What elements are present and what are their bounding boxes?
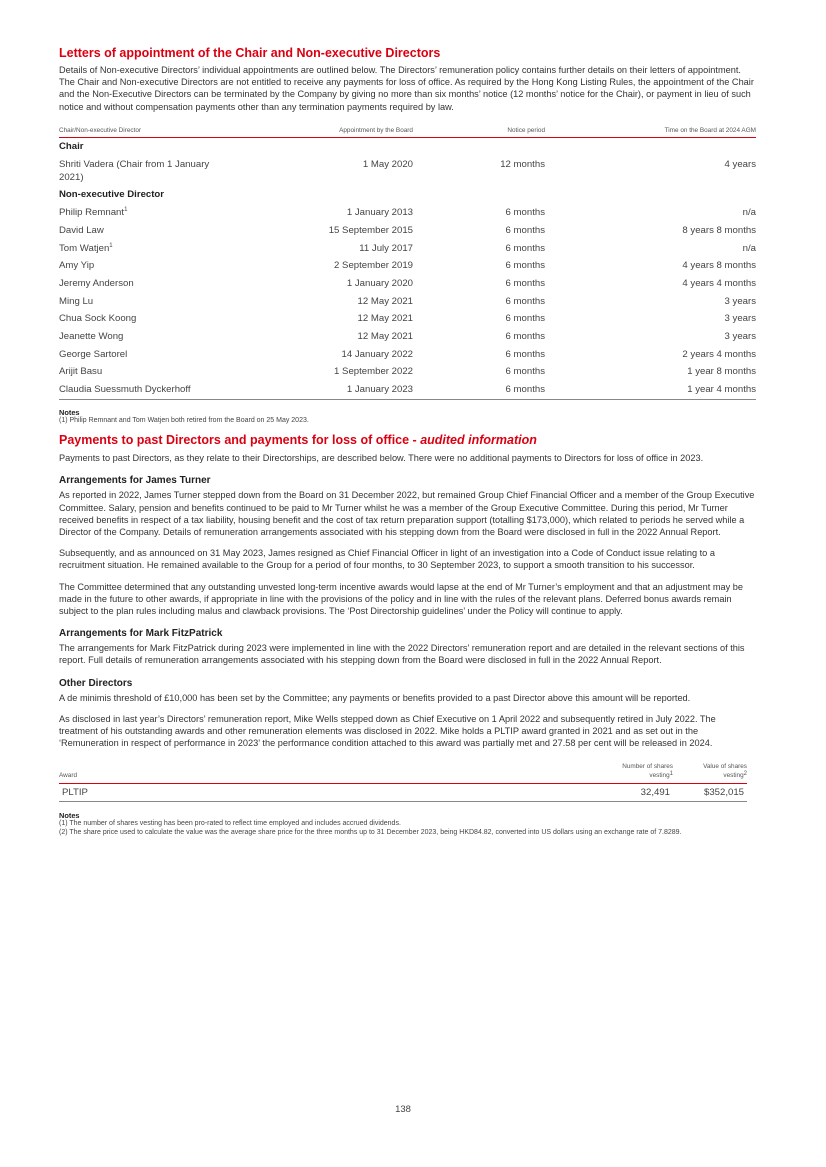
director-name [59, 204, 314, 222]
director-name [59, 293, 314, 311]
director-name-text: David Law [59, 224, 104, 236]
pltip-header-value-line1: Value of shares [703, 763, 747, 771]
director-row [59, 275, 756, 293]
director-name-text: Jeremy Anderson [59, 277, 134, 289]
director-name-text: George Sartorel [59, 348, 128, 360]
page-content [59, 45, 755, 837]
time-on-board: 2 years 4 months [682, 348, 756, 360]
time-on-board: 4 years 8 months [682, 260, 756, 272]
pltip-shares: 32,491 [593, 784, 673, 802]
director-row [59, 222, 756, 240]
pltip-notes-title: Notes [59, 811, 80, 821]
turner-paragraph-1: As reported in 2022, James Turner stepped down from the Board on 31 December 2022, but remained Group Chief Financial Officer and a member of the Group Executive Committee. Salary, pension and benefits continued to be paid to Mr Turner whilst he was a member of the Group Executive Committee. During this period, Mr Turner received benefits in respect of a tax liability, housing benefit and the cost of tax return preparation support (totalling $173,000), which related to periods he served while a Director of the Company. Details of remuneration arrangements associated with his stepping down from the Board were disclosed in full in the 2022 Annual Report. [59, 490, 755, 538]
director-row [59, 156, 756, 187]
director-name [59, 222, 314, 240]
director-name-text: Amy Yip [59, 260, 95, 272]
notice-period: 6 months [413, 381, 545, 399]
payments-heading-italic: audited information [420, 433, 537, 448]
notice-period: 6 months [505, 260, 545, 272]
pltip-header-shares-line1: Number of shares [622, 763, 673, 771]
appointment-date: 12 May 2021 [357, 295, 413, 307]
pltip-value: $352,015 [673, 784, 747, 802]
notice-period: 6 months [505, 242, 545, 254]
payments-heading-main: Payments to past Directors and payments for loss of office - [59, 433, 421, 448]
director-name [59, 363, 314, 381]
pltip-award: PLTIP [59, 784, 593, 802]
pltip-header-row [59, 763, 747, 784]
appointments-note-1: (1) Philip Remnant and Tom Watjen both retired from the Board on 25 May 2023. [59, 416, 309, 424]
appointment-date: 15 September 2015 [328, 224, 413, 236]
appointments-notes-title: Notes [59, 407, 80, 417]
notice-period: 6 months [505, 313, 545, 325]
turner-paragraph-2: Subsequently, and as announced on 31 May 2023, James resigned as Chief Financial Officer in light of an investigation into a Code of Conduct issue relating to a recruitment situation. He remained available to the Group for a period of four months, to 30 September 2023, to support a smooth transition to his successor. [59, 548, 715, 571]
col-header-director: Chair/Non-executive Director [59, 125, 314, 138]
director-row [59, 204, 756, 222]
group-row-ned [59, 186, 756, 204]
pltip-header-award-label: Award [59, 771, 77, 779]
pltip-header-value-line2: vesting [723, 771, 744, 779]
other-directors-paragraph-1: A de minimis threshold of £10,000 has been set by the Committee; any payments or benefits provided to a past Director above this amount will be reported. [59, 692, 691, 703]
director-name-text: Claudia Suessmuth Dyckerhoff [59, 384, 191, 396]
time-on-board: n/a [742, 207, 756, 219]
pltip-header-award [59, 763, 593, 784]
other-directors-paragraph-2: As disclosed in last year’s Directors’ remuneration report, Mike Wells stepped down as Chief Executive on 1 April 2022 and subsequently retired in July 2022. The treatment of his outstanding awards and other remuneration elements was disclosed in 2022. Mike holds a PLTIP award granted in 2021 and as set out in the ‘Remuneration in respect of performance in 2023’ the performance condition attached to this award was partially met and 27.58 per cent will be released in 2024. [59, 713, 716, 749]
notice-period: 6 months [505, 207, 545, 219]
group-label-chair: Chair [59, 140, 84, 152]
fitzpatrick-heading: Arrangements for Mark FitzPatrick [59, 628, 223, 640]
pltip-header-value-footnote: 2 [743, 770, 747, 777]
other-directors-heading: Other Directors [59, 677, 133, 689]
director-row [59, 346, 756, 364]
fitzpatrick-paragraph: The arrangements for Mark FitzPatrick during 2023 were implemented in line with the 2022 Directors’ remuneration report and are detailed in the relevant sections of this report. Full details of remuneration arrangements associated with his stepping down from the Board were disclosed in full in the 2022 Annual Report. [59, 643, 745, 666]
director-name [59, 381, 314, 399]
notice-period: 6 months [505, 277, 545, 289]
time-on-board: n/a [742, 242, 756, 254]
director-name [59, 257, 314, 275]
director-row [59, 328, 756, 346]
col-header-notice: Notice period [413, 125, 545, 138]
pltip-note-2: (2) The share price used to calculate the value was the average share price for the three months up to 31 December 2023, being HKD84.82, converted into US dollars using an exchange rate of 7.8289. [59, 828, 682, 836]
director-name-text: Chua Sock Koong [59, 313, 137, 325]
col-header-appointment: Appointment by the Board [314, 125, 413, 138]
appointment-date: 1 January 2023 [314, 381, 413, 399]
time-on-board: 8 years 8 months [682, 224, 756, 236]
director-name-text: Jeanette Wong [59, 330, 124, 342]
director-row [59, 381, 756, 399]
payments-intro: Payments to past Directors, as they relate to their Directorships, are described below. There were no additional payments to Directors for loss of office in 2023. [59, 453, 704, 464]
time-on-board: 4 years 4 months [682, 277, 756, 289]
director-name-text: Ming Lu [59, 295, 94, 307]
director-name-text: Tom Watjen [59, 242, 110, 254]
pltip-header-value [673, 763, 747, 784]
notice-period: 6 months [505, 366, 545, 378]
time-on-board: 4 years [724, 158, 756, 170]
time-on-board: 3 years [724, 330, 756, 342]
pltip-row [59, 784, 747, 802]
pltip-header-shares-line2: vesting [649, 771, 670, 779]
notice-period: 6 months [505, 348, 545, 360]
appointments-table [59, 125, 756, 400]
page-number: 138 [395, 1104, 411, 1115]
director-name [59, 346, 314, 364]
appointment-date: 1 January 2013 [346, 207, 413, 219]
footnote-marker: 1 [124, 207, 128, 214]
director-row [59, 257, 756, 275]
col-header-time: Time on the Board at 2024 AGM [545, 125, 756, 138]
footnote-marker: 1 [109, 242, 113, 249]
notice-period: 6 months [505, 295, 545, 307]
director-name [59, 310, 314, 328]
appointment-date: 1 September 2022 [334, 366, 413, 378]
director-name-text: Arijit Basu [59, 366, 103, 378]
payments-heading [59, 432, 755, 448]
group-label-ned: Non-executive Director [59, 189, 165, 201]
appointments-heading: Letters of appointment of the Chair and Non-executive Directors [59, 46, 441, 60]
pltip-header-shares [593, 763, 673, 784]
time-on-board: 3 years [724, 313, 756, 325]
appointment-date: 1 January 2020 [346, 277, 413, 289]
director-name [59, 240, 314, 258]
notice-period: 6 months [505, 224, 545, 236]
notice-period: 12 months [500, 158, 545, 170]
pltip-note-1: (1) The number of shares vesting has been pro-rated to reflect time employed and includes accrued dividends. [59, 820, 401, 828]
time-on-board: 1 year 4 months [545, 381, 756, 399]
director-name-text: Philip Remnant [59, 207, 125, 219]
appointment-date: 2 September 2019 [334, 260, 413, 272]
director-name [59, 328, 314, 346]
director-name-text: Shriti Vadera (Chair from 1 January 2021) [59, 158, 210, 183]
appointment-date: 1 May 2020 [362, 158, 413, 170]
appointment-date: 12 May 2021 [357, 330, 413, 342]
director-name [59, 275, 314, 293]
turner-heading: Arrangements for James Turner [59, 475, 211, 487]
appointment-date: 14 January 2022 [341, 348, 413, 360]
director-name [59, 156, 314, 187]
appointment-date: 11 July 2017 [359, 242, 413, 254]
pltip-header-shares-footnote: 1 [669, 770, 673, 777]
appointment-date: 12 May 2021 [357, 313, 413, 325]
time-on-board: 1 year 8 months [687, 366, 756, 378]
director-row [59, 240, 756, 258]
appointments-header-row [59, 125, 756, 138]
director-row [59, 363, 756, 381]
group-row-chair [59, 137, 756, 155]
director-row [59, 293, 756, 311]
notice-period: 6 months [505, 330, 545, 342]
director-row [59, 310, 756, 328]
time-on-board: 3 years [724, 295, 756, 307]
appointments-intro: Details of Non-executive Directors’ individual appointments are outlined below. The Directors’ remuneration policy contains further details on their letters of appointment. The Chair and Non-executive Directors are not entitled to receive any payments for loss of office. As required by the Hong Kong Listing Rules, the appointment of the Chair and the Non-Executive Directors can be terminated by the Company by giving no more than six months’ notice (12 months’ notice for the Chair), or payment in lieu of such notice and without compensation payments other than any termination payments required by law. [59, 65, 754, 112]
turner-paragraph-3: The Committee determined that any outstanding unvested long-term incentive awards would lapse at the end of Mr Turner’s employment and that an adjustment may be made in the future to other awards, if appropriate in line with the provisions of the policy and in line with the rules of the relevant plans. Deferred bonus awards remain subject to the plan rules including malus and clawback provisions. The ‘Post Directorship guidelines’ under the Policy will continue to apply. [59, 581, 743, 617]
pltip-table [59, 763, 747, 802]
